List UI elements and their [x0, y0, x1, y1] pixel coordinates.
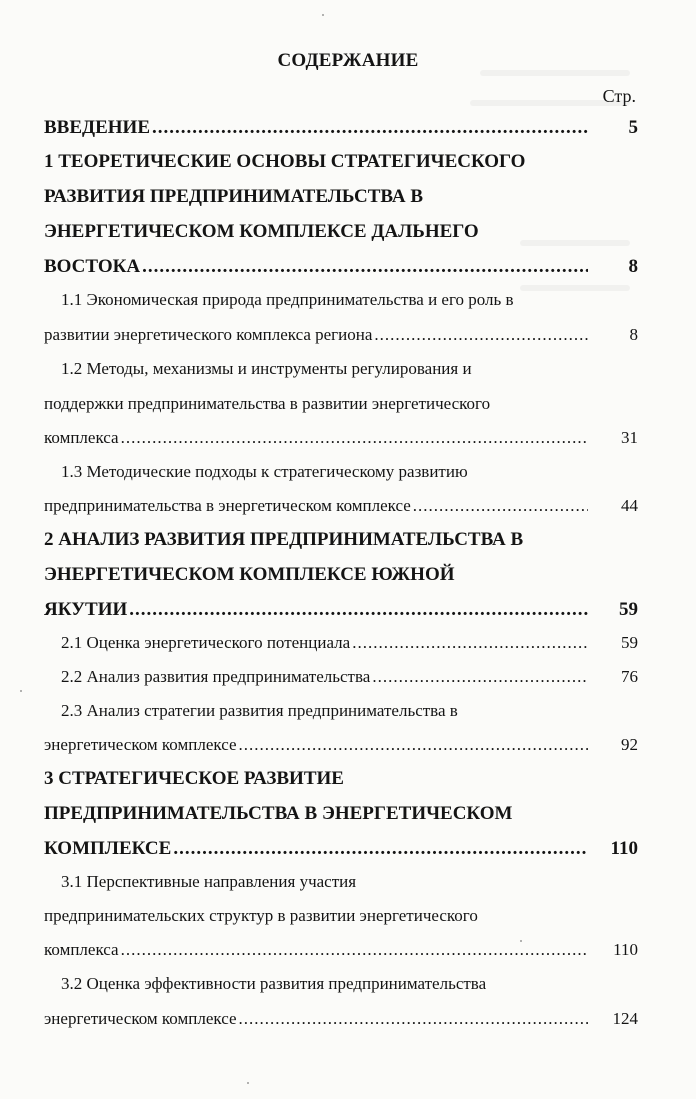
- toc-entry-text: 3.2 Оценка эффективности развития предпринимательства: [61, 974, 487, 993]
- toc-leader-dots: [374, 325, 588, 345]
- toc-leader-dots: [239, 1009, 589, 1029]
- toc-page-number: 124: [612, 1009, 638, 1028]
- toc-leader-dots: [352, 633, 588, 653]
- toc-entry: [44, 838, 638, 868]
- toc-page-number: 110: [610, 838, 638, 859]
- toc-entry-text: 2.3 Анализ стратегии развития предпринимательства в: [61, 701, 458, 720]
- toc-page-number: 8: [628, 256, 638, 277]
- toc-entry: [44, 221, 638, 251]
- toc-page-number: 31: [621, 428, 638, 447]
- toc-entry: [44, 496, 638, 526]
- toc-entry-text: поддержки предпринимательства в развитии энергетического: [44, 394, 491, 413]
- toc-entry-text: 2 АНАЛИЗ РАЗВИТИЯ ПРЕДПРИНИМАТЕЛЬСТВА В: [44, 529, 524, 550]
- toc-entry-text: комплекса: [44, 428, 119, 447]
- toc-entry-text: 1.2 Методы, механизмы и инструменты регулирования и: [61, 359, 472, 378]
- toc-leader-dots: [413, 496, 588, 516]
- toc-entry-text: 2.1 Оценка энергетического потенциала: [61, 633, 351, 652]
- toc-entry-text: развитии энергетического комплекса региона: [44, 325, 373, 344]
- toc-page-number: 5: [628, 117, 638, 138]
- toc-entry-text: 2.2 Анализ развития предпринимательства: [61, 667, 371, 686]
- toc-entry: [44, 667, 638, 697]
- toc-entry: [44, 117, 638, 147]
- toc-leader-dots: [129, 599, 588, 621]
- toc-entry: [44, 974, 638, 1004]
- paper-speck: [322, 14, 324, 16]
- page-column-label: Стр.: [602, 86, 636, 106]
- toc-entry-text: ПРЕДПРИНИМАТЕЛЬСТВА В ЭНЕРГЕТИЧЕСКОМ: [44, 803, 513, 824]
- toc-entry-text: ВОСТОКА: [44, 256, 141, 277]
- toc-entry: [44, 633, 638, 663]
- toc-entry: [44, 428, 638, 458]
- toc-entry-text: предпринимательских структур в развитии энергетического: [44, 906, 478, 925]
- toc-entry: [44, 151, 638, 181]
- toc-entry-text: 3.1 Перспективные направления участия: [61, 872, 357, 891]
- toc-entry: [44, 768, 638, 798]
- toc-page-number: 59: [619, 599, 638, 620]
- toc-leader-dots: [142, 256, 588, 278]
- toc-entry: [44, 906, 638, 936]
- toc-leader-dots: [372, 667, 588, 687]
- toc-entry: [44, 803, 638, 833]
- toc-leader-dots: [239, 735, 589, 755]
- toc-leader-dots: [152, 117, 588, 139]
- toc-entry: [44, 735, 638, 765]
- toc-entry-text: КОМПЛЕКСЕ: [44, 838, 172, 859]
- toc-entry-text: РАЗВИТИЯ ПРЕДПРИНИМАТЕЛЬСТВА В: [44, 186, 424, 207]
- toc-leader-dots: [121, 428, 588, 448]
- toc-entry: [44, 290, 638, 320]
- toc-leader-dots: [173, 838, 588, 860]
- toc-entry: [44, 325, 638, 355]
- toc-page-number: 8: [629, 325, 638, 344]
- toc-entry: [44, 394, 638, 424]
- toc-entry-text: ЭНЕРГЕТИЧЕСКОМ КОМПЛЕКСЕ ЮЖНОЙ: [44, 564, 455, 585]
- toc-entry: [44, 1009, 638, 1039]
- paper-speck: [247, 1082, 249, 1084]
- toc-entry-text: 1 ТЕОРЕТИЧЕСКИЕ ОСНОВЫ СТРАТЕГИЧЕСКОГО: [44, 151, 526, 172]
- toc-entry-text: ЯКУТИИ: [44, 599, 128, 620]
- paper-speck: [20, 690, 22, 692]
- toc-entry: [44, 256, 638, 286]
- toc-leader-dots: [121, 940, 588, 960]
- toc-entry: [44, 872, 638, 902]
- toc-page-number: 44: [621, 496, 638, 515]
- page-title: СОДЕРЖАНИЕ: [277, 50, 419, 71]
- toc-entry-text: ВВЕДЕНИЕ: [44, 117, 150, 138]
- toc-entry-text: ЭНЕРГЕТИЧЕСКОМ КОМПЛЕКСЕ ДАЛЬНЕГО: [44, 221, 479, 242]
- toc-entry: [44, 359, 638, 389]
- toc-page-number: 92: [621, 735, 638, 754]
- toc-entry-text: 3 СТРАТЕГИЧЕСКОЕ РАЗВИТИЕ: [44, 768, 344, 789]
- toc-page-number: 76: [621, 667, 638, 686]
- toc-page-number: 110: [613, 940, 638, 959]
- toc-entry-text: предпринимательства в энергетическом комплексе: [44, 496, 411, 515]
- toc-page-number: 59: [621, 633, 638, 652]
- toc-entry-text: 1.1 Экономическая природа предпринимательства и его роль в: [61, 290, 514, 309]
- toc-entry-text: энергетическом комплексе: [44, 1009, 237, 1028]
- toc-entry-text: комплекса: [44, 940, 119, 959]
- toc-entry: [44, 186, 638, 216]
- toc-entry: [44, 462, 638, 492]
- toc-entry-text: энергетическом комплексе: [44, 735, 237, 754]
- toc-entry: [44, 599, 638, 629]
- toc-entry: [44, 564, 638, 594]
- toc-entry: [44, 940, 638, 970]
- toc-entry: [44, 701, 638, 731]
- toc-entry: [44, 529, 638, 559]
- toc-entry-text: 1.3 Методические подходы к стратегическому развитию: [61, 462, 468, 481]
